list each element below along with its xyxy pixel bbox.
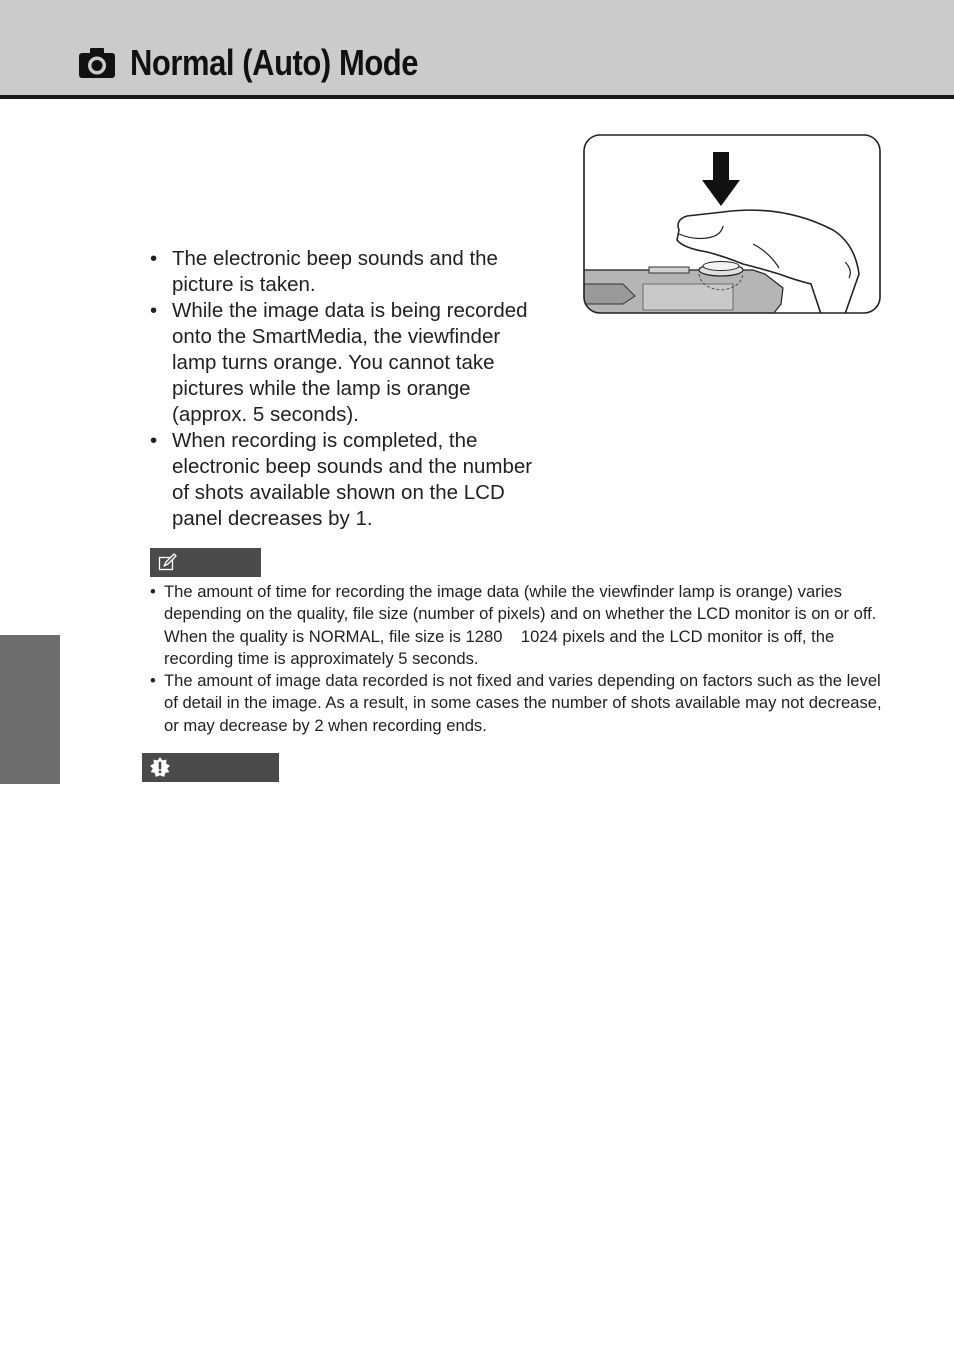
list-item: • The electronic beep sounds and the picture is taken.	[150, 246, 550, 298]
pencil-note-icon	[158, 553, 178, 571]
shutter-press-illustration	[583, 134, 881, 314]
note-list	[150, 581, 890, 737]
caution-label	[142, 753, 279, 782]
list-item: • The amount of time for recording the image data (while the viewfinder lamp is orange) varies depending on the quality, file size (number of pixels) and on whether the LCD monitor is on or off. When the quality is NORMAL, file size is 1280 1024 pixels and the LCD monitor is off, the recording time is approximately 5 seconds.	[150, 581, 890, 670]
list-item: • The amount of image data recorded is not fixed and varies depending on factors such as the level of detail in the image. As a result, in some cases the number of shots available may not decrease, or may decrease by 2 when recording ends.	[150, 670, 890, 737]
section-tab	[0, 635, 60, 784]
list-item: • While the image data is being recorded onto the SmartMedia, the viewfinder lamp turns orange. You cannot take pictures while the lamp is orange (approx. 5 seconds).	[150, 298, 550, 428]
note-label	[150, 548, 261, 577]
step-bullets	[150, 246, 550, 532]
camera-icon	[78, 47, 116, 79]
page-title: Normal (Auto) Mode	[130, 42, 419, 83]
header-rule	[0, 95, 954, 99]
list-item: • When recording is completed, the electronic beep sounds and the number of shots available shown on the LCD panel decreases by 1.	[150, 428, 550, 532]
caution-icon	[149, 757, 171, 778]
